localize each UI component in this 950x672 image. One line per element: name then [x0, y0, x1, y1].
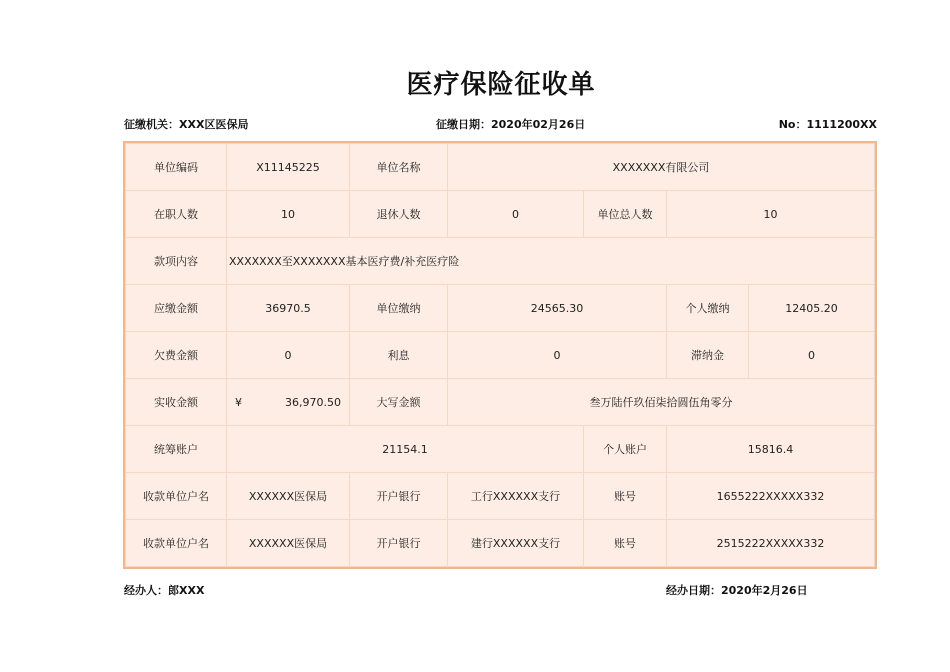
received-amount-cell — [227, 379, 350, 426]
retired-count-value: 0 — [448, 191, 584, 238]
interest-label: 利息 — [350, 332, 448, 379]
page-title: 医疗保险征收单 — [406, 70, 596, 100]
employed-count-label: 在职人数 — [126, 191, 227, 238]
late-fee-label: 滞纳金 — [667, 332, 749, 379]
payee-name-value: XXXXXX医保局 — [227, 520, 350, 567]
employed-count-value: 10 — [227, 191, 350, 238]
account-no-value: 1655222XXXXX332 — [667, 473, 875, 520]
retired-count-label: 退休人数 — [350, 191, 448, 238]
collection-form — [123, 141, 877, 569]
unit-code-label: 单位编码 — [126, 144, 227, 191]
amount-in-words-value: 叁万陆仟玖佰柒拾圆伍角零分 — [448, 379, 875, 426]
unit-payment-label: 单位缴纳 — [350, 285, 448, 332]
handle-date-label: 经办日期： — [666, 584, 721, 597]
interest-value: 0 — [448, 332, 667, 379]
bank-label: 开户银行 — [350, 520, 448, 567]
handler-value: 郎XXX — [168, 584, 205, 597]
table-row — [126, 473, 875, 520]
date-value: 2020年02月26日 — [491, 118, 586, 131]
unit-payment-value: 24565.30 — [448, 285, 667, 332]
amount-in-words-label: 大写金额 — [350, 379, 448, 426]
bank-value: 建行XXXXXX支行 — [448, 520, 584, 567]
payee-name-label: 收款单位户名 — [126, 520, 227, 567]
arrears-value: 0 — [227, 332, 350, 379]
total-count-value: 10 — [667, 191, 875, 238]
collection-date — [436, 116, 585, 132]
arrears-label: 欠费金额 — [126, 332, 227, 379]
agency-label: 征缴机关： — [124, 118, 179, 131]
amount-due-label: 应缴金额 — [126, 285, 227, 332]
total-count-label: 单位总人数 — [584, 191, 667, 238]
account-no-label: 账号 — [584, 473, 667, 520]
agency-value: XXX区医保局 — [179, 118, 249, 131]
late-fee-value: 0 — [749, 332, 875, 379]
unit-name-value: XXXXXXX有限公司 — [448, 144, 875, 191]
personal-account-value: 15816.4 — [667, 426, 875, 473]
pooled-account-label: 统筹账户 — [126, 426, 227, 473]
no-label: No： — [778, 118, 807, 131]
bank-value: 工行XXXXXX支行 — [448, 473, 584, 520]
table-row — [126, 426, 875, 473]
payment-content-label: 款项内容 — [126, 238, 227, 285]
table-row — [126, 285, 875, 332]
unit-name-label: 单位名称 — [350, 144, 448, 191]
unit-code-value: X11145225 — [227, 144, 350, 191]
account-no-value: 2515222XXXXX332 — [667, 520, 875, 567]
no-value: 1111200XX — [806, 118, 877, 131]
table-row — [126, 520, 875, 567]
received-amount-value: 36,970.50 — [285, 395, 341, 409]
table-row — [126, 379, 875, 426]
payee-name-label: 收款单位户名 — [126, 473, 227, 520]
table-row — [126, 332, 875, 379]
pooled-account-value: 21154.1 — [227, 426, 584, 473]
document-number — [779, 116, 877, 132]
agency — [124, 116, 248, 132]
table-row — [126, 144, 875, 191]
personal-account-label: 个人账户 — [584, 426, 667, 473]
account-no-label: 账号 — [584, 520, 667, 567]
payee-name-value: XXXXXX医保局 — [227, 473, 350, 520]
table-row — [126, 191, 875, 238]
form-table — [125, 143, 875, 567]
bank-label: 开户银行 — [350, 473, 448, 520]
received-amount-label: 实收金额 — [126, 379, 227, 426]
amount-due-value: 36970.5 — [227, 285, 350, 332]
payment-content-value: XXXXXXX至XXXXXXX基本医疗费/补充医疗险 — [227, 238, 875, 285]
date-label: 征缴日期： — [436, 118, 491, 131]
currency-symbol: ¥ — [235, 395, 242, 409]
handle-date — [666, 582, 808, 598]
table-row — [126, 238, 875, 285]
handle-date-value: 2020年2月26日 — [721, 584, 808, 597]
personal-payment-value: 12405.20 — [749, 285, 875, 332]
handler — [124, 582, 204, 598]
handler-label: 经办人： — [124, 584, 168, 597]
personal-payment-label: 个人缴纳 — [667, 285, 749, 332]
